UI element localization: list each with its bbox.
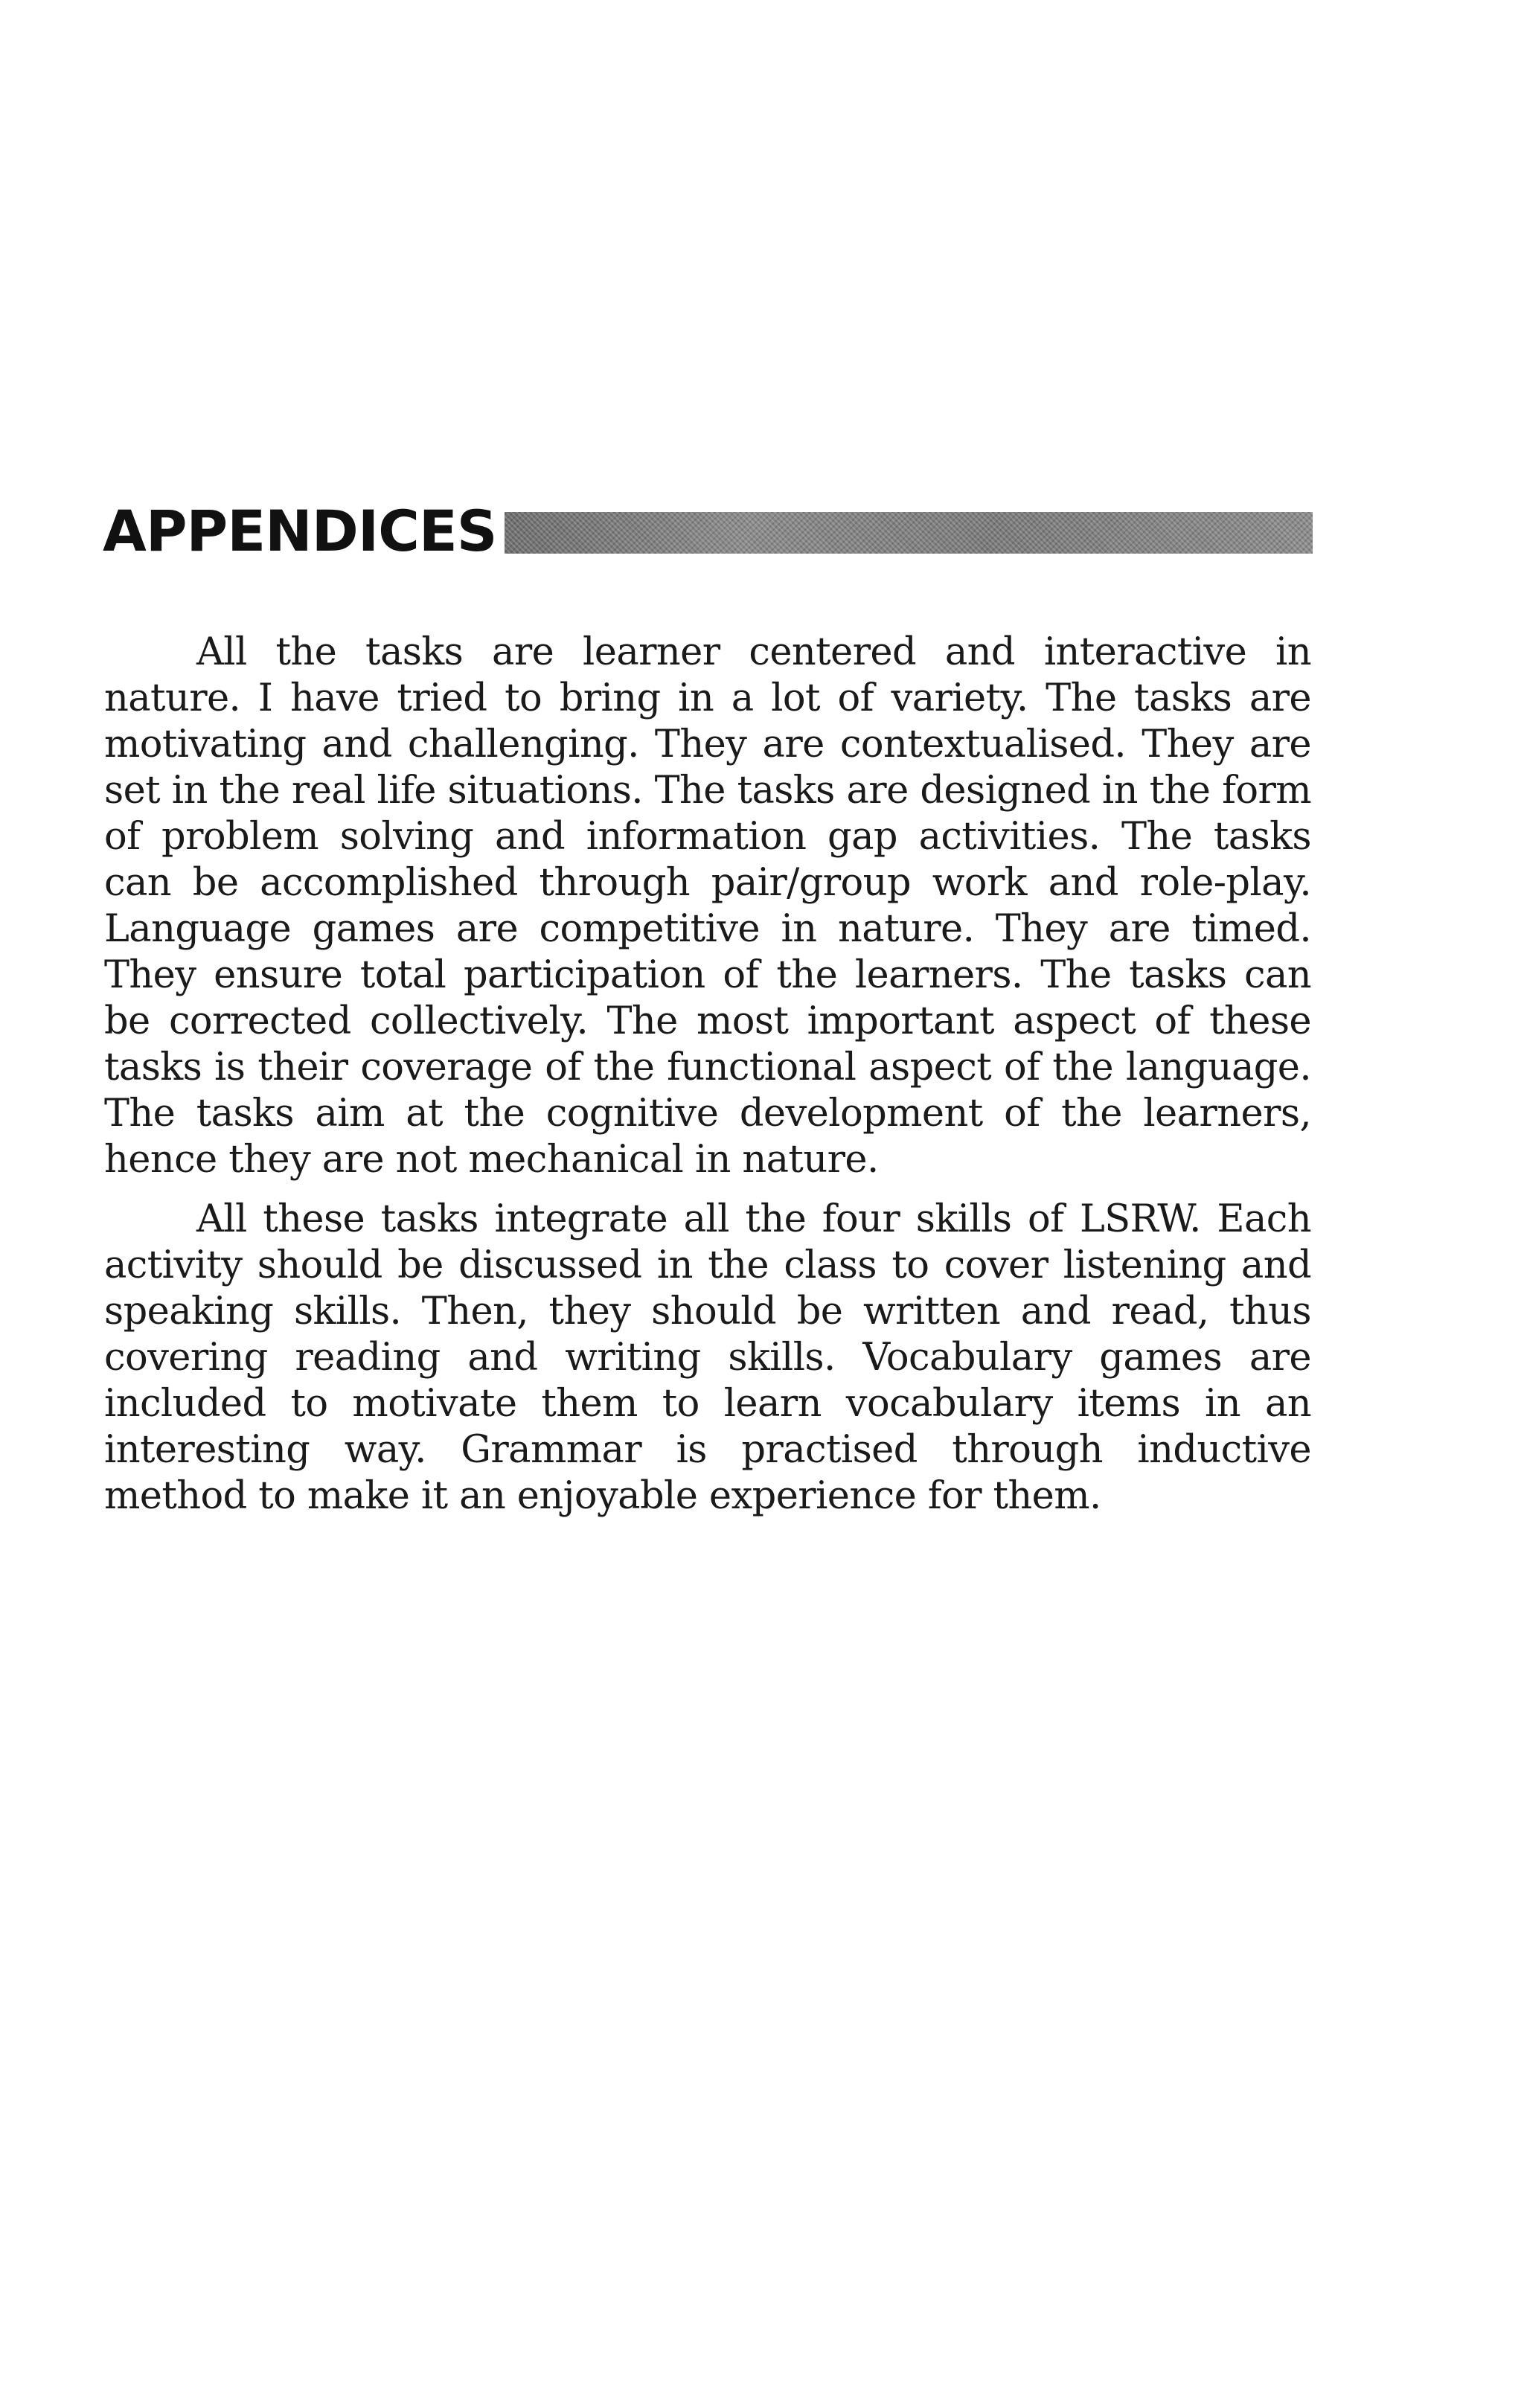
paragraph-1: All the tasks are learner centered and interactive in nature. I have tried to bring in a lot of variety. The tasks are motivating and challenging. They are contextualised. They are set in the real life situations. The tasks are designed in the form of problem solving and information gap activities. The tasks can be accomplished through pair/group work and role-play. Language games are competitive in nature. They are timed. They ensure total participation of the learners. The tasks can be corrected collectively. The most important aspect of these tasks is their coverage of the functional aspect of the language. The tasks aim at the cognitive development of the learners, hence they are not mechanical in nature. [104, 630, 1311, 1182]
heading-shaded-bar [505, 512, 1313, 554]
section-title: APPENDICES [103, 498, 497, 564]
section-heading [103, 500, 1313, 563]
body-text [104, 630, 1311, 1520]
paragraph-2: All these tasks integrate all the four skills of LSRW. Each activity should be discussed in the class to cover listening and speaking skills. Then, they should be written and read, thus covering reading and writing skills. Vocabulary games are included to motivate them to learn vocabulary items in an interesting way. Grammar is practised through inductive method to make it an enjoyable experience for them. [104, 1197, 1311, 1518]
